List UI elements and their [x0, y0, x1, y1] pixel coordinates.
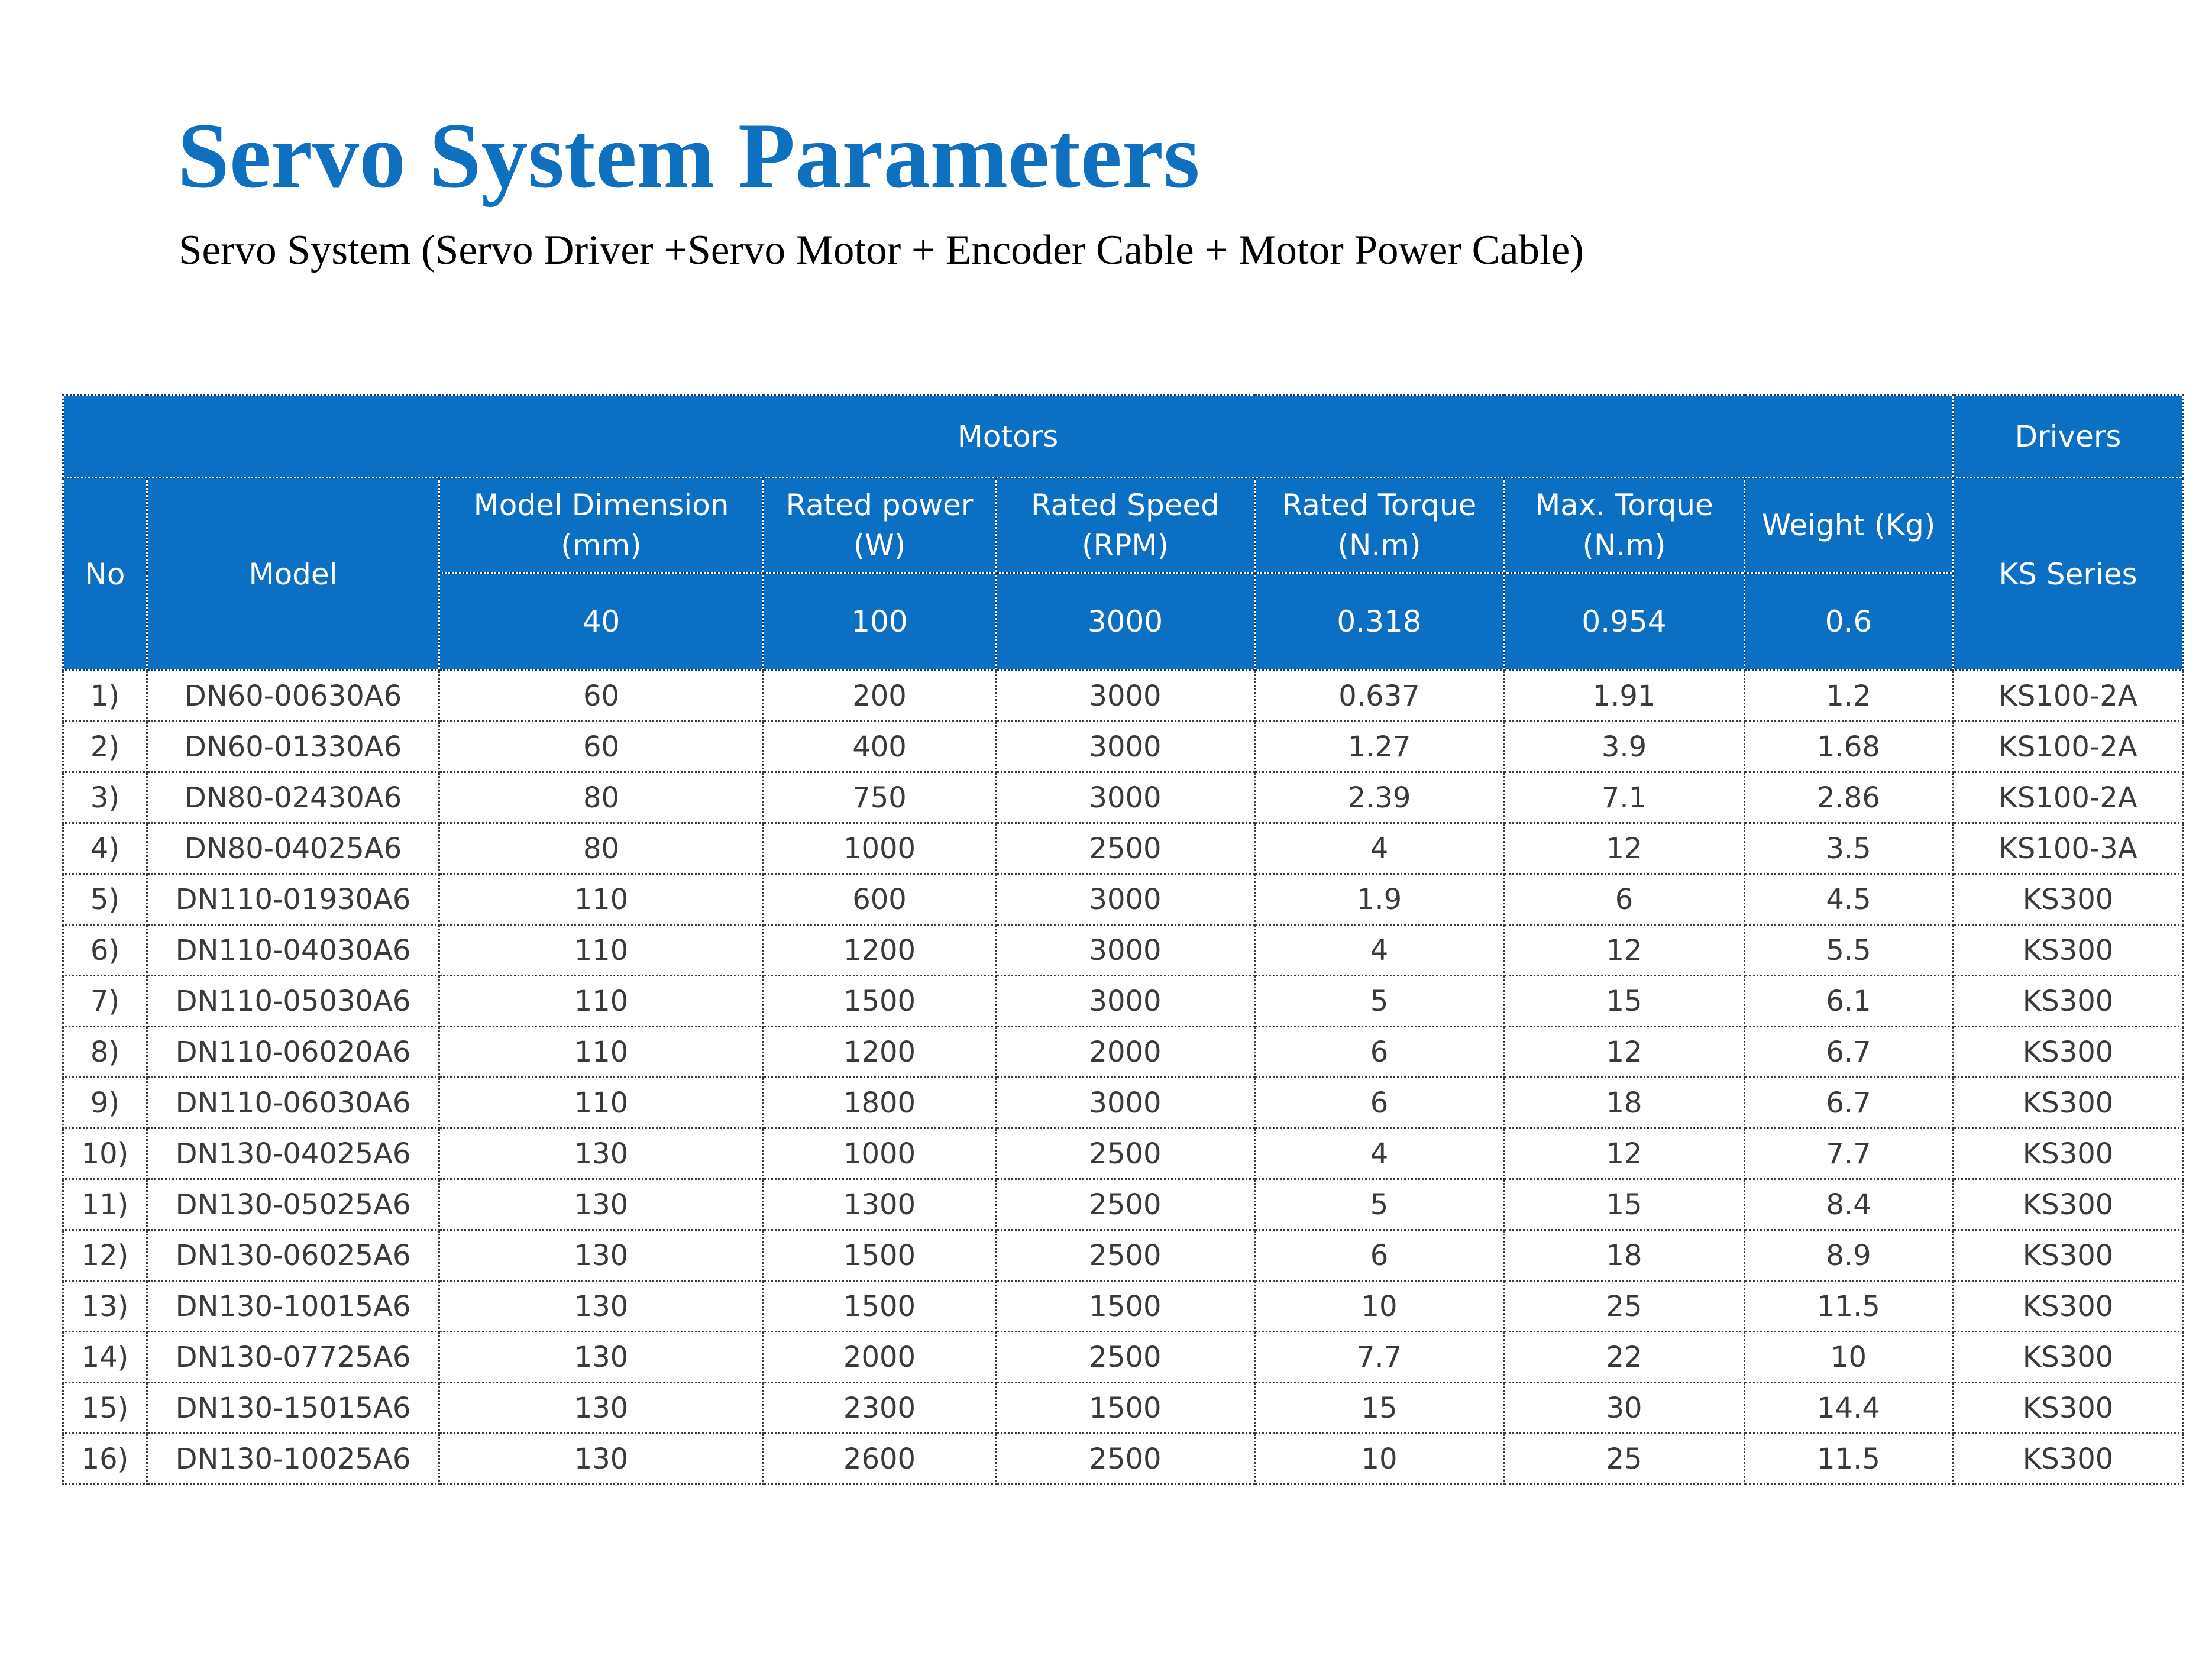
header-value-rated-torque: 0.318: [1255, 573, 1504, 671]
cell-dimension: 130: [439, 1128, 764, 1179]
cell-max-torque: 22: [1504, 1332, 1745, 1383]
cell-rated-power: 1500: [764, 976, 996, 1027]
cell-rated-torque: 10: [1255, 1434, 1504, 1484]
cell-dimension: 130: [439, 1179, 764, 1230]
table-row: [63, 1281, 2184, 1332]
cell-weight: 1.68: [1745, 722, 1953, 772]
table-row: [63, 671, 2184, 722]
cell-model: DN130-06025A6: [147, 1230, 439, 1281]
cell-rated-speed: 2500: [996, 1179, 1255, 1230]
cell-max-torque: 12: [1504, 1128, 1745, 1179]
cell-model: DN130-05025A6: [147, 1179, 439, 1230]
page-subtitle: Servo System (Servo Driver +Servo Motor + Encoder Cable + Motor Power Cable): [179, 227, 1584, 273]
cell-dimension: 130: [439, 1383, 764, 1434]
cell-max-torque: 30: [1504, 1383, 1745, 1434]
cell-driver: KS100-2A: [1953, 772, 2184, 823]
cell-weight: 11.5: [1745, 1281, 1953, 1332]
cell-no: 14): [63, 1332, 147, 1383]
cell-max-torque: 15: [1504, 1179, 1745, 1230]
cell-model: DN130-15015A6: [147, 1383, 439, 1434]
cell-max-torque: 12: [1504, 823, 1745, 874]
cell-rated-speed: 3000: [996, 874, 1255, 925]
cell-weight: 11.5: [1745, 1434, 1953, 1484]
cell-max-torque: 3.9: [1504, 722, 1745, 772]
header-weight: Weight (Kg): [1745, 478, 1953, 573]
cell-rated-torque: 4: [1255, 1128, 1504, 1179]
cell-rated-torque: 0.637: [1255, 671, 1504, 722]
cell-rated-power: 600: [764, 874, 996, 925]
cell-no: 3): [63, 772, 147, 823]
cell-rated-speed: 2500: [996, 823, 1255, 874]
cell-dimension: 130: [439, 1332, 764, 1383]
cell-no: 7): [63, 976, 147, 1027]
cell-rated-power: 1200: [764, 1027, 996, 1078]
cell-no: 12): [63, 1230, 147, 1281]
cell-no: 13): [63, 1281, 147, 1332]
cell-max-torque: 18: [1504, 1230, 1745, 1281]
cell-rated-torque: 10: [1255, 1281, 1504, 1332]
cell-weight: 6.1: [1745, 976, 1953, 1027]
cell-model: DN110-06020A6: [147, 1027, 439, 1078]
cell-no: 2): [63, 722, 147, 772]
table-row: [63, 1128, 2184, 1179]
cell-max-torque: 6: [1504, 874, 1745, 925]
cell-no: 9): [63, 1078, 147, 1128]
cell-rated-power: 1500: [764, 1281, 996, 1332]
cell-driver: KS300: [1953, 1027, 2184, 1078]
header-value-max-torque: 0.954: [1504, 573, 1745, 671]
cell-dimension: 110: [439, 1078, 764, 1128]
cell-dimension: 110: [439, 874, 764, 925]
cell-driver: KS300: [1953, 1179, 2184, 1230]
cell-driver: KS300: [1953, 1434, 2184, 1484]
table-row: [63, 823, 2184, 874]
header-value-weight: 0.6: [1745, 573, 1953, 671]
cell-no: 15): [63, 1383, 147, 1434]
cell-rated-power: 1000: [764, 1128, 996, 1179]
cell-max-torque: 15: [1504, 976, 1745, 1027]
cell-dimension: 60: [439, 722, 764, 772]
motors-group-header: Motors: [63, 396, 1953, 478]
cell-model: DN80-02430A6: [147, 772, 439, 823]
cell-rated-speed: 1500: [996, 1383, 1255, 1434]
cell-rated-torque: 4: [1255, 823, 1504, 874]
cell-model: DN110-01930A6: [147, 874, 439, 925]
cell-no: 11): [63, 1179, 147, 1230]
header-value-speed: 3000: [996, 573, 1255, 671]
cell-model: DN130-10015A6: [147, 1281, 439, 1332]
cell-weight: 8.9: [1745, 1230, 1953, 1281]
table-row: [63, 1027, 2184, 1078]
cell-rated-speed: 2500: [996, 1332, 1255, 1383]
cell-dimension: 110: [439, 976, 764, 1027]
table-row: [63, 1179, 2184, 1230]
header-rated-speed: Rated Speed (RPM): [996, 478, 1255, 573]
cell-model: DN130-04025A6: [147, 1128, 439, 1179]
cell-no: 6): [63, 925, 147, 976]
cell-dimension: 130: [439, 1230, 764, 1281]
cell-rated-speed: 3000: [996, 772, 1255, 823]
cell-rated-power: 1300: [764, 1179, 996, 1230]
cell-rated-torque: 6: [1255, 1027, 1504, 1078]
table-row: [63, 1332, 2184, 1383]
table-row: [63, 772, 2184, 823]
cell-rated-power: 1500: [764, 1230, 996, 1281]
cell-rated-power: 200: [764, 671, 996, 722]
cell-no: 4): [63, 823, 147, 874]
cell-rated-speed: 3000: [996, 722, 1255, 772]
cell-max-torque: 7.1: [1504, 772, 1745, 823]
cell-no: 16): [63, 1434, 147, 1484]
cell-dimension: 60: [439, 671, 764, 722]
cell-weight: 6.7: [1745, 1027, 1953, 1078]
cell-rated-power: 1000: [764, 823, 996, 874]
cell-no: 8): [63, 1027, 147, 1078]
table-row: [63, 722, 2184, 772]
cell-driver: KS100-3A: [1953, 823, 2184, 874]
cell-rated-power: 2600: [764, 1434, 996, 1484]
cell-driver: KS300: [1953, 1128, 2184, 1179]
table-row: [63, 976, 2184, 1027]
cell-weight: 1.2: [1745, 671, 1953, 722]
cell-weight: 5.5: [1745, 925, 1953, 976]
cell-rated-torque: 1.9: [1255, 874, 1504, 925]
header-rated-power: Rated power (W): [764, 478, 996, 573]
header-value-power: 100: [764, 573, 996, 671]
cell-driver: KS300: [1953, 874, 2184, 925]
table-row: [63, 925, 2184, 976]
cell-weight: 2.86: [1745, 772, 1953, 823]
table-row: [63, 1078, 2184, 1128]
cell-no: 5): [63, 874, 147, 925]
cell-rated-speed: 2500: [996, 1230, 1255, 1281]
table-row: [63, 1230, 2184, 1281]
cell-rated-torque: 6: [1255, 1230, 1504, 1281]
cell-no: 10): [63, 1128, 147, 1179]
header-max-torque: Max. Torque (N.m): [1504, 478, 1745, 573]
cell-weight: 4.5: [1745, 874, 1953, 925]
cell-weight: 7.7: [1745, 1128, 1953, 1179]
cell-model: DN110-06030A6: [147, 1078, 439, 1128]
cell-model: DN130-10025A6: [147, 1434, 439, 1484]
cell-rated-power: 2300: [764, 1383, 996, 1434]
header-rated-torque: Rated Torque (N.m): [1255, 478, 1504, 573]
drivers-group-header: Drivers: [1953, 396, 2184, 478]
cell-rated-power: 400: [764, 722, 996, 772]
cell-dimension: 80: [439, 772, 764, 823]
cell-rated-speed: 3000: [996, 976, 1255, 1027]
cell-rated-speed: 3000: [996, 671, 1255, 722]
cell-dimension: 130: [439, 1434, 764, 1484]
header-ks-series: KS Series: [1953, 478, 2184, 671]
header-value-dimension: 40: [439, 573, 764, 671]
cell-rated-torque: 6: [1255, 1078, 1504, 1128]
cell-no: 1): [63, 671, 147, 722]
cell-max-torque: 12: [1504, 1027, 1745, 1078]
cell-rated-speed: 1500: [996, 1281, 1255, 1332]
cell-rated-power: 750: [764, 772, 996, 823]
cell-max-torque: 25: [1504, 1281, 1745, 1332]
cell-model: DN60-01330A6: [147, 722, 439, 772]
cell-dimension: 110: [439, 1027, 764, 1078]
servo-parameters-table: [62, 394, 2184, 1485]
cell-rated-torque: 2.39: [1255, 772, 1504, 823]
table-row: [63, 1434, 2184, 1484]
header-model: Model: [147, 478, 439, 671]
cell-driver: KS100-2A: [1953, 671, 2184, 722]
cell-rated-torque: 4: [1255, 925, 1504, 976]
cell-dimension: 130: [439, 1281, 764, 1332]
cell-rated-speed: 2000: [996, 1027, 1255, 1078]
cell-driver: KS300: [1953, 1383, 2184, 1434]
cell-driver: KS300: [1953, 976, 2184, 1027]
cell-driver: KS300: [1953, 925, 2184, 976]
cell-driver: KS300: [1953, 1078, 2184, 1128]
cell-driver: KS300: [1953, 1332, 2184, 1383]
cell-weight: 10: [1745, 1332, 1953, 1383]
cell-rated-power: 2000: [764, 1332, 996, 1383]
cell-driver: KS100-2A: [1953, 722, 2184, 772]
cell-weight: 14.4: [1745, 1383, 1953, 1434]
cell-rated-torque: 7.7: [1255, 1332, 1504, 1383]
table-row: [63, 1383, 2184, 1434]
cell-rated-speed: 3000: [996, 925, 1255, 976]
cell-dimension: 110: [439, 925, 764, 976]
cell-model: DN60-00630A6: [147, 671, 439, 722]
cell-max-torque: 12: [1504, 925, 1745, 976]
cell-weight: 8.4: [1745, 1179, 1953, 1230]
cell-rated-torque: 1.27: [1255, 722, 1504, 772]
cell-weight: 6.7: [1745, 1078, 1953, 1128]
cell-rated-torque: 5: [1255, 976, 1504, 1027]
cell-max-torque: 18: [1504, 1078, 1745, 1128]
cell-rated-speed: 2500: [996, 1434, 1255, 1484]
table-body: [63, 671, 2184, 1484]
cell-model: DN110-05030A6: [147, 976, 439, 1027]
cell-driver: KS300: [1953, 1230, 2184, 1281]
page-title: Servo System Parameters: [177, 104, 1200, 208]
cell-rated-torque: 15: [1255, 1383, 1504, 1434]
cell-rated-speed: 3000: [996, 1078, 1255, 1128]
cell-model: DN80-04025A6: [147, 823, 439, 874]
cell-weight: 3.5: [1745, 823, 1953, 874]
cell-model: DN130-07725A6: [147, 1332, 439, 1383]
cell-max-torque: 1.91: [1504, 671, 1745, 722]
cell-rated-power: 1800: [764, 1078, 996, 1128]
cell-model: DN110-04030A6: [147, 925, 439, 976]
cell-rated-speed: 2500: [996, 1128, 1255, 1179]
cell-dimension: 80: [439, 823, 764, 874]
cell-rated-power: 1200: [764, 925, 996, 976]
cell-max-torque: 25: [1504, 1434, 1745, 1484]
header-model-dimension: Model Dimension (mm): [439, 478, 764, 573]
cell-rated-torque: 5: [1255, 1179, 1504, 1230]
header-no: No: [63, 478, 147, 671]
cell-driver: KS300: [1953, 1281, 2184, 1332]
table-row: [63, 874, 2184, 925]
